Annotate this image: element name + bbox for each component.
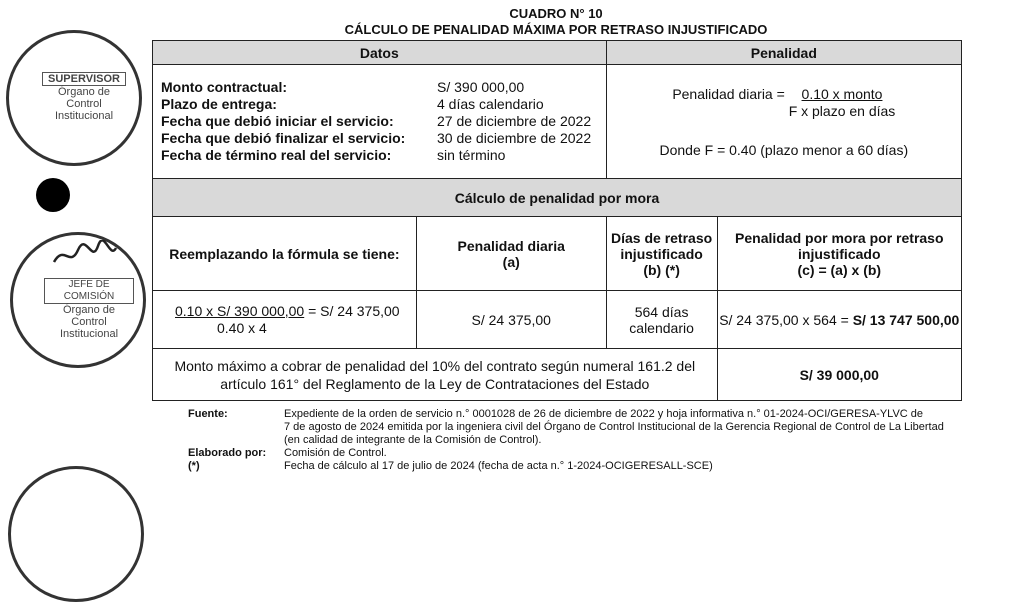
col-dias-retraso: Días de retraso injustificado (b) (*) [606, 217, 717, 291]
note-fuente: Fuente: Expediente de la orden de servicio n.° 0001028 de 26 de diciembre de 2022 y hoja informativa n.° 01-2024-OCI/GERESA-YLVC de 7 de agosto de 2024 emitida por la ingeniera civil del Órgano de Control Institucional de la Gerencia Regional de Control de La Libertad (en calidad de integrante de la Comisión de Control). [188, 408, 944, 446]
formula-cell: 0.10 x S/ 390 000,00 = S/ 24 375,00 0.40 x 4 [153, 291, 417, 349]
datos-header: Datos [153, 41, 607, 65]
calculo-header: Cálculo de penalidad por mora [153, 179, 962, 217]
official-seal-bottom [8, 466, 144, 602]
penalidad-formula: Penalidad diaria = $\frac{\text{0.10 x monto}}{\text{F x plazo en días}}$ [672, 85, 896, 119]
seal-stamp-supervisor: SUPERVISOR Órgano de Control Institucional [42, 72, 126, 122]
handwritten-signature [50, 240, 120, 270]
datos-cell [153, 65, 607, 179]
datos-labels: Monto contractual: Plazo de entrega: Fecha que debió iniciar el servicio: Fecha que debió finalizar el servicio: Fecha de término real del servicio: [161, 79, 406, 163]
note-asterisk: (*) Fecha de cálculo al 17 de julio de 2024 (fecha de acta n.° 1-2024-OCIGERESALL-SCE) [188, 460, 713, 472]
penalidad-donde: Donde F = 0.40 (plazo menor a 60 días) [659, 141, 909, 158]
note-elaborado: Elaborado por: Comisión de Control. [188, 447, 387, 459]
mora-penalty-value: S/ 24 375,00 x 564 = S/ 13 747 500,00 [717, 291, 961, 349]
days-delay-value: 564 días calendario [606, 291, 717, 349]
col-penalidad-diaria: Penalidad diaria (a) [416, 217, 606, 291]
penalidad-header: Penalidad [606, 41, 961, 65]
penalty-table [152, 40, 962, 401]
table-title: CÁLCULO DE PENALIDAD MÁXIMA POR RETRASO INJUSTIFICADO [344, 22, 768, 37]
table-notes [188, 408, 963, 473]
max-penalty-value: S/ 39 000,00 [717, 349, 961, 401]
penalidad-formula-cell [606, 65, 961, 179]
daily-penalty-value: S/ 24 375,00 [416, 291, 606, 349]
datos-values: S/ 390 000,00 4 días calendario 27 de diciembre de 2022 30 de diciembre de 2022 sin término [437, 79, 592, 163]
max-penalty-text: Monto máximo a cobrar de penalidad del 10% del contrato según numeral 161.2 del artículo 161° del Reglamento de la Ley de Contrataciones del Estado [153, 349, 718, 401]
seal-stamp-jefe: JEFE DE COMISIÓN Órgano de Control Institucional [44, 278, 134, 340]
table-number: CUADRO N° 10 [509, 6, 603, 21]
col-penalidad-mora: Penalidad por mora por retraso injustificado (c) = (a) x (b) [717, 217, 961, 291]
black-dot [36, 178, 70, 212]
col-reemplazando: Reemplazando la fórmula se tiene: [153, 217, 417, 291]
